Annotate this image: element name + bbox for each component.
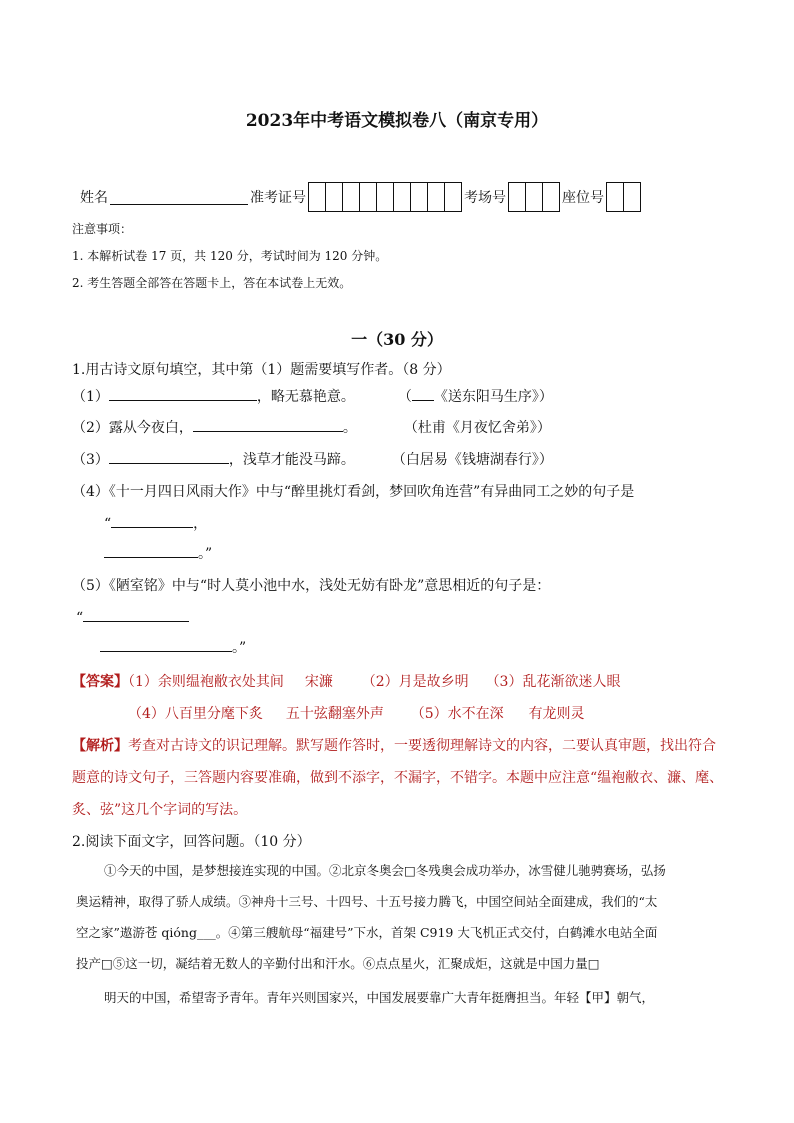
q1-line-4b: 。” xyxy=(104,543,212,563)
q1-line-4a: “ ， xyxy=(104,513,207,533)
answer-label: 【答案】 xyxy=(72,674,128,690)
exam-id-boxes[interactable] xyxy=(308,182,462,212)
name-field[interactable] xyxy=(110,190,248,205)
candidate-info-row xyxy=(80,182,643,212)
note-item: 1. 本解析试卷 17 页，共 120 分，考试时间为 120 分钟。 xyxy=(72,249,388,263)
answer-blank[interactable] xyxy=(83,607,189,622)
passage-line: ①今天的中国，是梦想接连实现的中国。②北京冬奥会□冬残奥会成功举办，冰雪健儿驰骋赛场，弘扬 xyxy=(104,863,666,878)
answer-line-2: （4）八百里分麾下炙 五十弦翻塞外声 （5）水不在深 有龙则灵 xyxy=(128,706,585,722)
seat-boxes[interactable] xyxy=(606,182,641,212)
name-label: 姓名 xyxy=(80,190,108,206)
question-1-stem: 1.用古诗文原句填空，其中第（1）题需要填写作者。（8 分） xyxy=(72,362,451,378)
answer-blank[interactable] xyxy=(111,513,193,528)
answer-blank[interactable] xyxy=(109,449,229,464)
answer-blank[interactable] xyxy=(109,386,257,401)
analysis-label: 【解析】 xyxy=(72,738,128,754)
note-item: 2. 考生答题全部答在答题卡上，答在本试卷上无效。 xyxy=(72,276,352,290)
seat-label: 座位号 xyxy=(562,190,604,206)
answer-blank[interactable] xyxy=(100,637,232,652)
notes-heading: 注意事项： xyxy=(72,222,133,236)
q1-line-1: （1） ，略无慕艳意。 （ 《送东阳马生序》） xyxy=(72,386,553,406)
section-title: 一（30 分） xyxy=(351,330,443,349)
q1-line-3: （3） ，浅草才能没马蹄。 （白居易《钱塘湖春行》） xyxy=(72,449,553,469)
question-2-stem: 2.阅读下面文字，回答问题。（10 分） xyxy=(72,834,311,850)
q1-line-4: （4）《十一月四日风雨大作》中与“醉里挑灯看剑，梦回吹角连营”有异曲同工之妙的句子是 xyxy=(72,484,635,500)
page-title: 2023年中考语文模拟卷八（南京专用） xyxy=(245,111,549,131)
answer-blank[interactable] xyxy=(104,543,198,558)
passage-line: 奥运精神，取得了骄人成绩。③神舟十三号、十四号、十五号接力腾飞，中国空间站全面建成，我们的“太 xyxy=(76,894,658,909)
passage-line: 明天的中国，希望寄予青年。青年兴则国家兴，中国发展要靠广大青年挺膺担当。年轻【甲】朝气， xyxy=(104,990,655,1005)
answer-line-1: 【答案】（1）余则缊袍敝衣处其间 宋濂 （2）月是故乡明 （3）乱花渐欲迷人眼 xyxy=(72,674,621,690)
author-blank[interactable] xyxy=(412,386,434,401)
q1-line-5b: 。” xyxy=(100,637,246,657)
analysis-line-1: 【解析】考查对古诗文的识记理解。默写题作答时，一要透彻理解诗文的内容，二要认真审题，找出符合 xyxy=(72,738,716,754)
room-label: 考场号 xyxy=(464,190,506,206)
analysis-line-3: 炙、弦”这几个字词的写法。 xyxy=(72,802,248,818)
passage-line: 空之家”遨游苍 qióng___。④第三艘航母“福建号”下水，首架 C919 大飞机正式交付，白鹤滩水电站全面 xyxy=(76,925,658,940)
passage-line: 投产□⑤这一切，凝结着无数人的辛勤付出和汗水。⑥点点星火，汇聚成炬，这就是中国力量□ xyxy=(76,956,600,971)
analysis-line-2: 题意的诗文句子，三答题内容要准确，做到不添字，不漏字，不错字。本题中应注意“缊袍敝衣、濂、麾、 xyxy=(72,770,724,786)
q1-line-2: （2）露从今夜白， 。 （杜甫《月夜忆舍弟》） xyxy=(72,417,551,437)
q1-line-5a: “ xyxy=(76,607,189,626)
answer-blank[interactable] xyxy=(193,417,343,432)
room-boxes[interactable] xyxy=(508,182,560,212)
exam-id-label: 准考证号 xyxy=(250,190,306,206)
q1-line-5: （5）《陋室铭》中与“时人莫小池中水，浅处无妨有卧龙”意思相近的句子是： xyxy=(72,578,551,594)
